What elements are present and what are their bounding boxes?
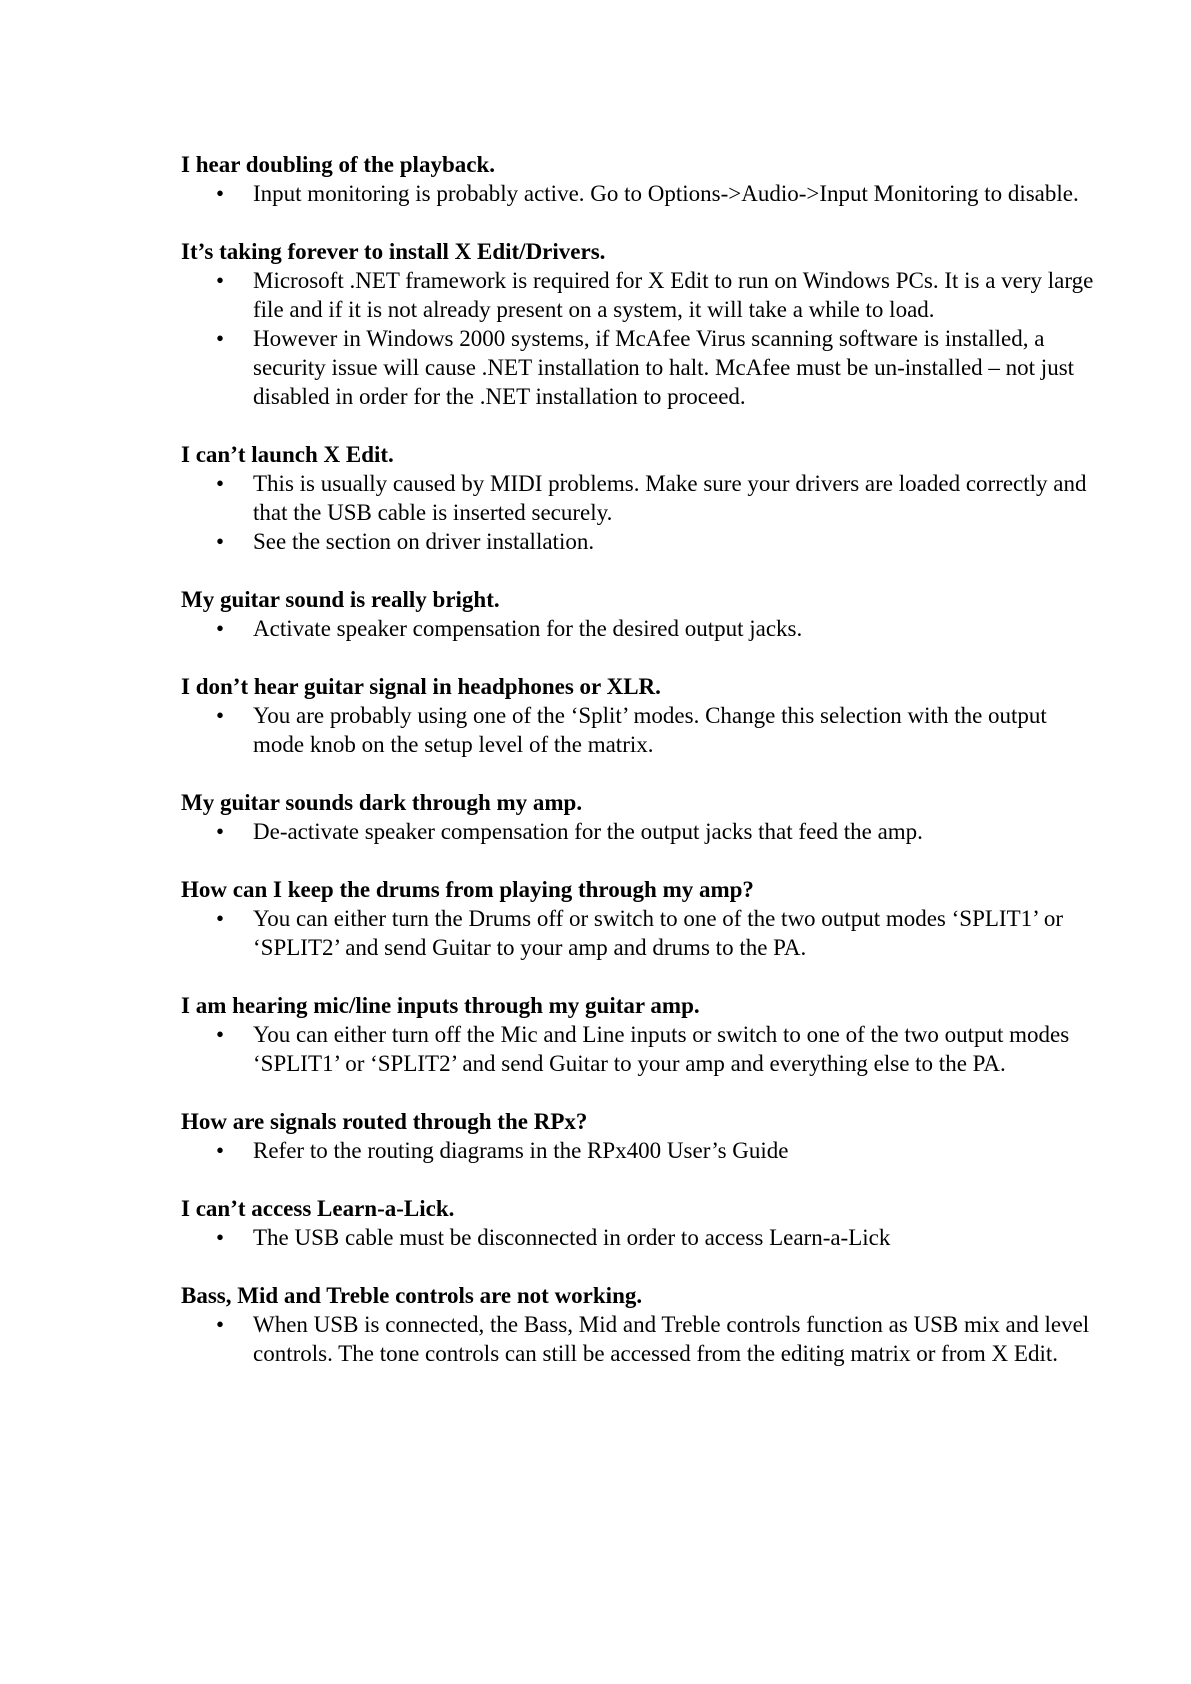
faq-answer-text: This is usually caused by MIDI problems. Make sure your drivers are loaded correctly and that the USB cable is inserted securely. <box>253 471 1087 525</box>
bullet-icon: • <box>216 1312 225 1337</box>
bullet-icon: • <box>216 181 225 206</box>
faq-answer-list <box>181 469 1101 556</box>
faq-question: My guitar sound is really bright. <box>181 587 500 612</box>
faq-answer-list <box>181 1136 1101 1165</box>
faq-answer-text: When USB is connected, the Bass, Mid and Treble controls function as USB mix and level controls. The tone controls can still be accessed from the editing matrix or from X Edit. <box>253 1312 1090 1366</box>
faq-question: I can’t access Learn-a-Lick. <box>181 1196 455 1221</box>
faq-answer-text: Input monitoring is probably active. Go to Options->Audio->Input Monitoring to disable. <box>253 181 1079 206</box>
faq-question: My guitar sounds dark through my amp. <box>181 790 583 815</box>
faq-answer-item <box>181 324 1101 411</box>
faq-answer-list <box>181 701 1101 759</box>
faq-answer-list <box>181 179 1101 208</box>
faq-answer-item <box>181 179 1101 208</box>
faq-answer-item <box>181 817 1101 846</box>
faq-answer-list <box>181 817 1101 846</box>
faq-answer-item <box>181 527 1101 556</box>
faq-answer-text: However in Windows 2000 systems, if McAfee Virus scanning software is installed, a security issue will cause .NET installation to halt. McAfee must be un-installed – not just disabled in order for the .NET installation to proceed. <box>253 326 1075 409</box>
faq-section <box>181 150 1101 208</box>
faq-question: I hear doubling of the playback. <box>181 152 495 177</box>
bullet-icon: • <box>216 1022 225 1047</box>
faq-section <box>181 440 1101 556</box>
bullet-icon: • <box>216 703 225 728</box>
faq-answer-text: See the section on driver installation. <box>253 529 595 554</box>
faq-answer-text: You are probably using one of the ‘Split’ modes. Change this selection with the output mode knob on the setup level of the matrix. <box>253 703 1047 757</box>
faq-answer-list <box>181 266 1101 411</box>
faq-answer-item <box>181 469 1101 527</box>
bullet-icon: • <box>216 268 225 293</box>
faq-answer-item <box>181 614 1101 643</box>
faq-question: I can’t launch X Edit. <box>181 442 394 467</box>
faq-section <box>181 991 1101 1078</box>
faq-answer-item <box>181 1020 1101 1078</box>
troubleshooting-page <box>181 150 1101 1397</box>
faq-answer-item <box>181 701 1101 759</box>
faq-answer-text: Microsoft .NET framework is required for X Edit to run on Windows PCs. It is a very large file and if it is not already present on a system, it will take a while to load. <box>253 268 1094 322</box>
faq-answer-text: You can either turn the Drums off or switch to one of the two output modes ‘SPLIT1’ or ‘SPLIT2’ and send Guitar to your amp and drums to the PA. <box>253 906 1063 960</box>
faq-answer-text: Activate speaker compensation for the desired output jacks. <box>253 616 803 641</box>
faq-answer-item <box>181 1223 1101 1252</box>
faq-answer-list <box>181 1310 1101 1368</box>
faq-answer-item <box>181 1136 1101 1165</box>
faq-answer-item <box>181 904 1101 962</box>
faq-answer-list <box>181 1020 1101 1078</box>
faq-answer-item <box>181 266 1101 324</box>
faq-answer-list <box>181 1223 1101 1252</box>
faq-section <box>181 237 1101 411</box>
faq-section <box>181 1194 1101 1252</box>
faq-answer-list <box>181 904 1101 962</box>
bullet-icon: • <box>216 471 225 496</box>
faq-question: I am hearing mic/line inputs through my guitar amp. <box>181 993 700 1018</box>
bullet-icon: • <box>216 1225 225 1250</box>
faq-section <box>181 672 1101 759</box>
faq-list <box>181 150 1101 1368</box>
faq-section <box>181 875 1101 962</box>
faq-answer-list <box>181 614 1101 643</box>
faq-question: How can I keep the drums from playing through my amp? <box>181 877 754 902</box>
faq-section <box>181 1281 1101 1368</box>
bullet-icon: • <box>216 529 225 554</box>
faq-question: How are signals routed through the RPx? <box>181 1109 588 1134</box>
faq-section <box>181 1107 1101 1165</box>
bullet-icon: • <box>216 326 225 351</box>
faq-answer-text: De-activate speaker compensation for the output jacks that feed the amp. <box>253 819 923 844</box>
faq-question: I don’t hear guitar signal in headphones or XLR. <box>181 674 661 699</box>
faq-answer-text: Refer to the routing diagrams in the RPx400 User’s Guide <box>253 1138 789 1163</box>
faq-section <box>181 585 1101 643</box>
faq-answer-text: You can either turn off the Mic and Line inputs or switch to one of the two output modes ‘SPLIT1’ or ‘SPLIT2’ and send Guitar to your amp and everything else to the PA. <box>253 1022 1070 1076</box>
bullet-icon: • <box>216 906 225 931</box>
faq-answer-item <box>181 1310 1101 1368</box>
faq-question: It’s taking forever to install X Edit/Drivers. <box>181 239 606 264</box>
bullet-icon: • <box>216 819 225 844</box>
faq-question: Bass, Mid and Treble controls are not working. <box>181 1283 643 1308</box>
bullet-icon: • <box>216 1138 225 1163</box>
bullet-icon: • <box>216 616 225 641</box>
faq-answer-text: The USB cable must be disconnected in order to access Learn-a-Lick <box>253 1225 891 1250</box>
faq-section <box>181 788 1101 846</box>
